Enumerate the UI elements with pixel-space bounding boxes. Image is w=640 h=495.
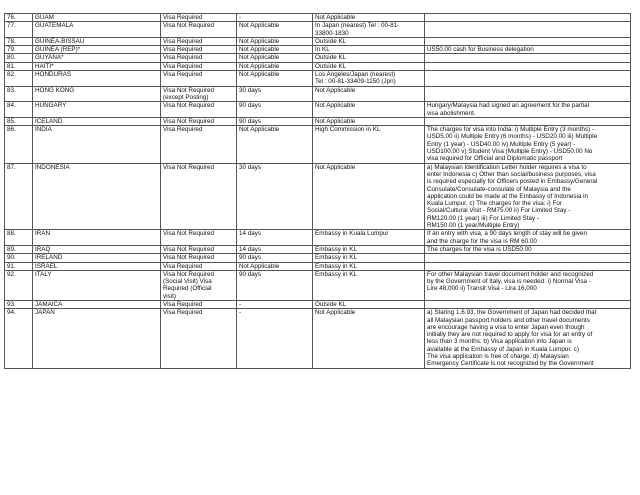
table-row (5, 102, 631, 118)
length-of-stay-cell: Not Applicable (237, 62, 313, 70)
country-cell: ISRAEL (33, 262, 161, 270)
remarks-cell: If an entry with visa, a 90 days length of stay will be given and the charge for the visa is RM 60.00 (425, 230, 631, 246)
remarks-cell (425, 14, 631, 22)
remarks-cell: a) Malaysian Identification Letter holder requires a visa to enter Indonesia c) Other than social/business purposes, visa is required especially for Officers posted in Embassy/General Consulate/Consulate-consulate of Malaysia and the application could be made at the Embassy of Indonesia in Kuala Lumpur. c) The charges for the visa: i) For Social/Cultural Visit - RM75.00 ii) For Limited Stay - RM120.00 (1 year) iii) For Limited Stay - RM150.00 (1 year/Multiple Entry) (425, 163, 631, 230)
country-cell: HUNGARY (33, 102, 161, 118)
length-of-stay-cell: 90 days (237, 102, 313, 118)
country-cell: HONG KONG (33, 86, 161, 102)
table-row (5, 22, 631, 38)
remarks-cell (425, 22, 631, 38)
visa-requirement-cell: Visa Not Required (161, 102, 237, 118)
remarks-cell: For other Malaysian travel document holder and recognized by the Government of Italy, visa is needed: i) Normal Visa - Lire 48,000 ii) Transit Visa - Lira 16,000 (425, 270, 631, 300)
application-location-cell: Embassy in KL (313, 254, 425, 262)
row-number-cell: 88. (5, 230, 33, 246)
remarks-cell (425, 54, 631, 62)
visa-requirement-cell: Visa Not Required (except Posting) (161, 86, 237, 102)
remarks-cell: Hungary/Malaysia had signed an agreement for the partial visa abolishment. (425, 102, 631, 118)
visa-requirement-cell: Visa Not Required (161, 163, 237, 230)
row-number-cell: 77. (5, 22, 33, 38)
country-cell: JAMAICA (33, 300, 161, 308)
length-of-stay-cell: - (237, 309, 313, 368)
application-location-cell: Outside KL (313, 300, 425, 308)
table-row (5, 163, 631, 230)
visa-requirement-cell: Visa Not Required (161, 245, 237, 253)
country-cell: GUATEMALA (33, 22, 161, 38)
length-of-stay-cell: Not Applicable (237, 22, 313, 38)
visa-requirement-cell: Visa Required (161, 62, 237, 70)
table-row (5, 309, 631, 368)
remarks-cell (425, 254, 631, 262)
country-cell: ICELAND (33, 117, 161, 125)
length-of-stay-cell: Not Applicable (237, 262, 313, 270)
table-row (5, 71, 631, 87)
visa-requirement-cell: Visa Required (161, 46, 237, 54)
remarks-cell (425, 71, 631, 87)
application-location-cell: Not Applicable (313, 309, 425, 368)
table-row (5, 300, 631, 308)
application-location-cell: In Japan (nearest) Tel : 00-81- 33800-1830 (313, 22, 425, 38)
application-location-cell: Outside KL (313, 54, 425, 62)
country-cell: IRAQ (33, 245, 161, 253)
table-row (5, 86, 631, 102)
country-cell: IRELAND (33, 254, 161, 262)
table-row (5, 117, 631, 125)
row-number-cell: 81. (5, 62, 33, 70)
country-cell: HAITI* (33, 62, 161, 70)
row-number-cell: 86. (5, 126, 33, 163)
table-row (5, 262, 631, 270)
length-of-stay-cell: Not Applicable (237, 54, 313, 62)
visa-requirement-cell: Visa Not Required (161, 117, 237, 125)
table-row (5, 245, 631, 253)
remarks-cell (425, 86, 631, 102)
application-location-cell: Embassy in KL (313, 262, 425, 270)
table-row (5, 46, 631, 54)
remarks-cell (425, 37, 631, 45)
row-number-cell: 93. (5, 300, 33, 308)
visa-requirement-cell: Visa Required (161, 14, 237, 22)
visa-requirement-cell: Visa Not Required (Social Visit) Visa Required (Official visit) (161, 270, 237, 300)
length-of-stay-cell: Not Applicable (237, 37, 313, 45)
country-cell: ITALY (33, 270, 161, 300)
length-of-stay-cell: - (237, 14, 313, 22)
country-cell: GUYANA* (33, 54, 161, 62)
row-number-cell: 85. (5, 117, 33, 125)
application-location-cell: Embassy in KL (313, 270, 425, 300)
visa-requirement-cell: Visa Required (161, 71, 237, 87)
table-row (5, 270, 631, 300)
visa-requirement-cell: Visa Not Required (161, 230, 237, 246)
remarks-cell (425, 117, 631, 125)
country-cell: INDONESIA (33, 163, 161, 230)
row-number-cell: 80. (5, 54, 33, 62)
length-of-stay-cell: 14 days (237, 245, 313, 253)
length-of-stay-cell: 90 days (237, 270, 313, 300)
application-location-cell: Los Angeles/Japan (nearest) Tel : 00-81-33409-1150 (Jpn) (313, 71, 425, 87)
length-of-stay-cell: 90 days (237, 117, 313, 125)
row-number-cell: 78. (5, 37, 33, 45)
length-of-stay-cell: Not Applicable (237, 71, 313, 87)
row-number-cell: 83. (5, 86, 33, 102)
remarks-cell (425, 300, 631, 308)
visa-requirements-page (4, 13, 632, 369)
application-location-cell: Not Applicable (313, 117, 425, 125)
application-location-cell: Not Applicable (313, 14, 425, 22)
remarks-cell: The charges for visa into India: i) Multiple Entry (3 months) - USD5.00 ii) Multiple Entry (6 months) - USD20.00 iii) Multiple Entry (1 year) - USD40.00 iv) Multiple Entry (5 year) - USD100.00 v) Student Visa (Multiple Entry) - USD50.00 No visa required for Official and Diplomatic passport (425, 126, 631, 163)
table-row (5, 54, 631, 62)
length-of-stay-cell: - (237, 300, 313, 308)
table-row (5, 14, 631, 22)
remarks-cell (425, 262, 631, 270)
application-location-cell: Embassy in Kuala Lumpur (313, 230, 425, 246)
row-number-cell: 87. (5, 163, 33, 230)
row-number-cell: 76. (5, 14, 33, 22)
country-cell: HONDURAS (33, 71, 161, 87)
visa-requirements-table (4, 13, 631, 369)
row-number-cell: 92. (5, 270, 33, 300)
length-of-stay-cell: 90 days (237, 254, 313, 262)
visa-requirement-cell: Visa Not Required (161, 22, 237, 38)
row-number-cell: 82. (5, 71, 33, 87)
row-number-cell: 89. (5, 245, 33, 253)
application-location-cell: Not Applicable (313, 163, 425, 230)
application-location-cell: Outside KL (313, 37, 425, 45)
country-cell: GUAM (33, 14, 161, 22)
visa-requirement-cell: Visa Required (161, 126, 237, 163)
length-of-stay-cell: 14 days (237, 230, 313, 246)
visa-requirement-cell: Visa Not Required (161, 254, 237, 262)
row-number-cell: 84. (5, 102, 33, 118)
length-of-stay-cell: 30 days (237, 163, 313, 230)
remarks-cell: a) Staring 1.6.93, the Government of Japan had decided that all Malaysian passport holders and other travel documents are encourage having a visa to enter Japan even though initially they are not required to apply for visa for an entry of less than 3 months. b) Visa application into Japan is available at the Embassy of Japan in Kuala Lumpur. c) The visa application is free of charge. d) Malaysian Emergency Certificate is not recognized by the Government (425, 309, 631, 368)
visa-requirement-cell: Visa Required (161, 309, 237, 368)
table-row (5, 230, 631, 246)
row-number-cell: 94. (5, 309, 33, 368)
country-cell: GUINEA (REP)* (33, 46, 161, 54)
application-location-cell: Embassy in KL (313, 245, 425, 253)
length-of-stay-cell: Not Applicable (237, 126, 313, 163)
visa-requirement-cell: Visa Required (161, 262, 237, 270)
table-body (5, 14, 631, 369)
table-row (5, 62, 631, 70)
row-number-cell: 91. (5, 262, 33, 270)
country-cell: INDIA (33, 126, 161, 163)
row-number-cell: 79. (5, 46, 33, 54)
country-cell: GUINEA-BISSAU (33, 37, 161, 45)
remarks-cell: The charges for the visa is USD50.00 (425, 245, 631, 253)
visa-requirement-cell: Visa Required (161, 300, 237, 308)
table-row (5, 126, 631, 163)
application-location-cell: Outside KL (313, 62, 425, 70)
country-cell: IRAN (33, 230, 161, 246)
application-location-cell: In KL (313, 46, 425, 54)
application-location-cell: Not Applicable (313, 102, 425, 118)
length-of-stay-cell: Not Applicable (237, 46, 313, 54)
application-location-cell: High Commission in KL (313, 126, 425, 163)
visa-requirement-cell: Visa Required (161, 54, 237, 62)
visa-requirement-cell: Visa Required (161, 37, 237, 45)
row-number-cell: 90. (5, 254, 33, 262)
table-row (5, 37, 631, 45)
country-cell: JAPAN (33, 309, 161, 368)
application-location-cell: Not Applicable (313, 86, 425, 102)
remarks-cell (425, 62, 631, 70)
table-row (5, 254, 631, 262)
remarks-cell: US50.00 cash for Business delegation (425, 46, 631, 54)
length-of-stay-cell: 30 days (237, 86, 313, 102)
